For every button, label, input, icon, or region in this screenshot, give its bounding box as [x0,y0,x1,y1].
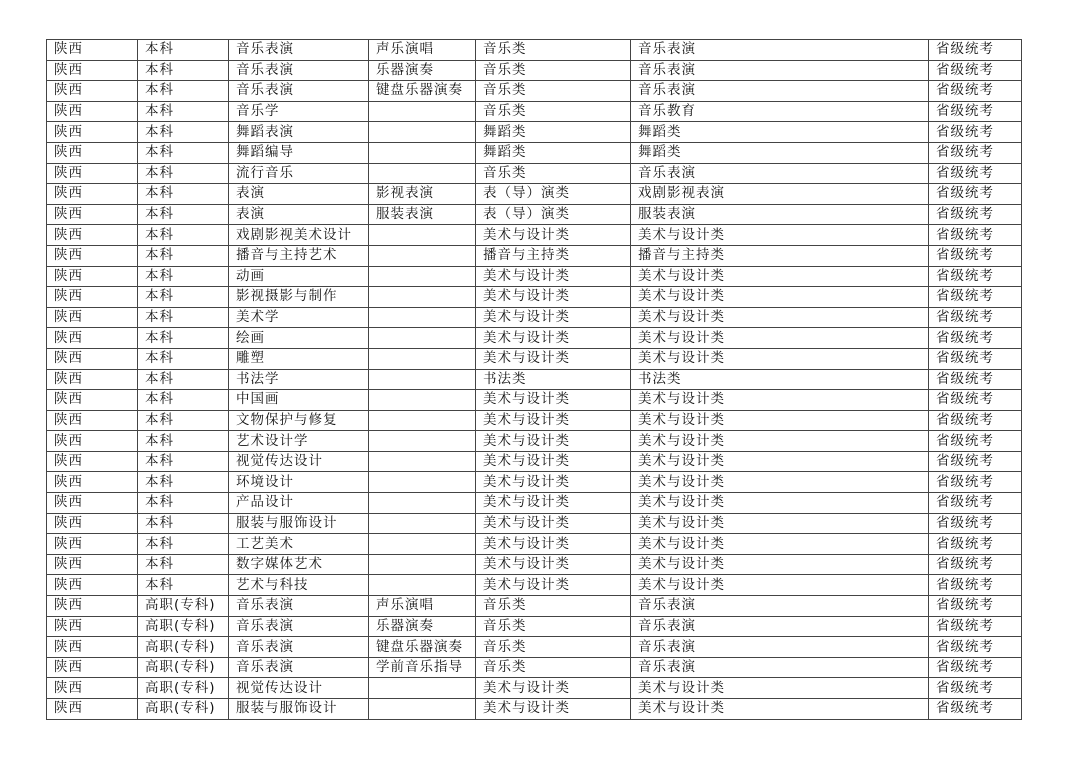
exam-category-cell: 音乐类 [476,163,631,184]
major-cell: 音乐表演 [229,657,369,678]
subject-cell: 美术与设计类 [631,451,929,472]
table-row [47,245,1022,266]
direction-cell [369,266,476,287]
direction-cell [369,101,476,122]
level-cell: 本科 [138,60,229,81]
level-cell: 高职(专科) [138,678,229,699]
exam-type-cell: 省级统考 [929,369,1022,390]
major-cell: 书法学 [229,369,369,390]
direction-cell [369,699,476,720]
major-cell: 艺术与科技 [229,575,369,596]
exam-category-cell: 音乐类 [476,596,631,617]
table-row [47,225,1022,246]
exam-category-cell: 音乐类 [476,616,631,637]
major-cell: 数字媒体艺术 [229,554,369,575]
subject-cell: 音乐表演 [631,163,929,184]
direction-cell [369,245,476,266]
major-cell: 动画 [229,266,369,287]
exam-category-cell: 音乐类 [476,60,631,81]
direction-cell: 影视表演 [369,184,476,205]
direction-cell [369,348,476,369]
table-row [47,81,1022,102]
exam-type-cell: 省级统考 [929,163,1022,184]
province-cell: 陕西 [47,348,138,369]
exam-category-cell: 美术与设计类 [476,307,631,328]
major-cell: 戏剧影视美术设计 [229,225,369,246]
province-cell: 陕西 [47,204,138,225]
major-cell: 音乐表演 [229,596,369,617]
direction-cell [369,554,476,575]
exam-type-cell: 省级统考 [929,184,1022,205]
province-cell: 陕西 [47,637,138,658]
subject-cell: 音乐表演 [631,616,929,637]
exam-category-cell: 美术与设计类 [476,266,631,287]
major-cell: 服装与服饰设计 [229,699,369,720]
province-cell: 陕西 [47,616,138,637]
exam-type-cell: 省级统考 [929,575,1022,596]
exam-category-cell: 美术与设计类 [476,513,631,534]
province-cell: 陕西 [47,287,138,308]
province-cell: 陕西 [47,678,138,699]
level-cell: 本科 [138,369,229,390]
major-cell: 影视摄影与制作 [229,287,369,308]
exam-type-cell: 省级统考 [929,101,1022,122]
level-cell: 本科 [138,307,229,328]
exam-category-cell: 美术与设计类 [476,699,631,720]
table-row [47,451,1022,472]
exam-category-cell: 舞蹈类 [476,122,631,143]
level-cell: 高职(专科) [138,699,229,720]
exam-category-cell: 书法类 [476,369,631,390]
table-row [47,657,1022,678]
table-body [47,40,1022,720]
major-cell: 舞蹈表演 [229,122,369,143]
major-cell: 音乐表演 [229,60,369,81]
level-cell: 本科 [138,575,229,596]
direction-cell [369,575,476,596]
exam-type-cell: 省级统考 [929,596,1022,617]
subject-cell: 美术与设计类 [631,554,929,575]
level-cell: 本科 [138,431,229,452]
art-exam-table [46,39,1022,720]
exam-type-cell: 省级统考 [929,493,1022,514]
level-cell: 本科 [138,122,229,143]
table-row [47,40,1022,61]
exam-type-cell: 省级统考 [929,616,1022,637]
exam-category-cell: 美术与设计类 [476,493,631,514]
major-cell: 视觉传达设计 [229,678,369,699]
table-row [47,575,1022,596]
major-cell: 工艺美术 [229,534,369,555]
major-cell: 表演 [229,204,369,225]
major-cell: 音乐表演 [229,616,369,637]
direction-cell [369,493,476,514]
major-cell: 音乐表演 [229,40,369,61]
table-row [47,699,1022,720]
exam-type-cell: 省级统考 [929,81,1022,102]
province-cell: 陕西 [47,554,138,575]
major-cell: 雕塑 [229,348,369,369]
exam-type-cell: 省级统考 [929,554,1022,575]
subject-cell: 美术与设计类 [631,678,929,699]
subject-cell: 音乐表演 [631,81,929,102]
direction-cell [369,513,476,534]
direction-cell [369,410,476,431]
exam-type-cell: 省级统考 [929,534,1022,555]
exam-type-cell: 省级统考 [929,390,1022,411]
subject-cell: 美术与设计类 [631,287,929,308]
direction-cell: 乐器演奏 [369,616,476,637]
subject-cell: 美术与设计类 [631,225,929,246]
table-row [47,493,1022,514]
major-cell: 音乐表演 [229,637,369,658]
subject-cell: 舞蹈类 [631,142,929,163]
exam-type-cell: 省级统考 [929,513,1022,534]
subject-cell: 美术与设计类 [631,575,929,596]
major-cell: 音乐表演 [229,81,369,102]
province-cell: 陕西 [47,60,138,81]
level-cell: 本科 [138,184,229,205]
exam-category-cell: 舞蹈类 [476,142,631,163]
level-cell: 本科 [138,390,229,411]
exam-type-cell: 省级统考 [929,40,1022,61]
subject-cell: 美术与设计类 [631,513,929,534]
level-cell: 高职(专科) [138,616,229,637]
major-cell: 视觉传达设计 [229,451,369,472]
table-row [47,369,1022,390]
exam-type-cell: 省级统考 [929,204,1022,225]
direction-cell: 键盘乐器演奏 [369,81,476,102]
province-cell: 陕西 [47,40,138,61]
table-row [47,101,1022,122]
province-cell: 陕西 [47,142,138,163]
table-row [47,142,1022,163]
exam-category-cell: 美术与设计类 [476,575,631,596]
subject-cell: 美术与设计类 [631,390,929,411]
exam-category-cell: 美术与设计类 [476,410,631,431]
subject-cell: 音乐表演 [631,657,929,678]
direction-cell [369,534,476,555]
subject-cell: 音乐表演 [631,596,929,617]
exam-category-cell: 美术与设计类 [476,431,631,452]
table-row [47,122,1022,143]
province-cell: 陕西 [47,699,138,720]
subject-cell: 舞蹈类 [631,122,929,143]
province-cell: 陕西 [47,245,138,266]
province-cell: 陕西 [47,328,138,349]
subject-cell: 音乐教育 [631,101,929,122]
table-row [47,410,1022,431]
subject-cell: 美术与设计类 [631,431,929,452]
subject-cell: 音乐表演 [631,40,929,61]
major-cell: 产品设计 [229,493,369,514]
level-cell: 本科 [138,472,229,493]
level-cell: 高职(专科) [138,657,229,678]
exam-type-cell: 省级统考 [929,122,1022,143]
exam-type-cell: 省级统考 [929,699,1022,720]
province-cell: 陕西 [47,472,138,493]
subject-cell: 播音与主持类 [631,245,929,266]
province-cell: 陕西 [47,390,138,411]
major-cell: 播音与主持艺术 [229,245,369,266]
level-cell: 高职(专科) [138,637,229,658]
direction-cell [369,451,476,472]
level-cell: 本科 [138,534,229,555]
exam-type-cell: 省级统考 [929,307,1022,328]
exam-category-cell: 播音与主持类 [476,245,631,266]
direction-cell: 学前音乐指导 [369,657,476,678]
province-cell: 陕西 [47,575,138,596]
table-row [47,616,1022,637]
exam-category-cell: 音乐类 [476,101,631,122]
subject-cell: 美术与设计类 [631,410,929,431]
subject-cell: 戏剧影视表演 [631,184,929,205]
exam-type-cell: 省级统考 [929,472,1022,493]
exam-type-cell: 省级统考 [929,637,1022,658]
table-row [47,637,1022,658]
level-cell: 本科 [138,493,229,514]
level-cell: 本科 [138,513,229,534]
direction-cell [369,328,476,349]
level-cell: 本科 [138,101,229,122]
major-cell: 美术学 [229,307,369,328]
exam-type-cell: 省级统考 [929,225,1022,246]
province-cell: 陕西 [47,431,138,452]
direction-cell [369,307,476,328]
major-cell: 艺术设计学 [229,431,369,452]
exam-type-cell: 省级统考 [929,451,1022,472]
province-cell: 陕西 [47,493,138,514]
direction-cell: 声乐演唱 [369,596,476,617]
exam-category-cell: 美术与设计类 [476,328,631,349]
province-cell: 陕西 [47,657,138,678]
level-cell: 本科 [138,328,229,349]
exam-category-cell: 表（导）演类 [476,204,631,225]
table-row [47,307,1022,328]
level-cell: 高职(专科) [138,596,229,617]
exam-category-cell: 美术与设计类 [476,554,631,575]
table-row [47,534,1022,555]
table-row [47,596,1022,617]
direction-cell [369,225,476,246]
direction-cell [369,122,476,143]
table-row [47,472,1022,493]
province-cell: 陕西 [47,184,138,205]
exam-category-cell: 美术与设计类 [476,348,631,369]
table-row [47,678,1022,699]
direction-cell [369,678,476,699]
major-cell: 流行音乐 [229,163,369,184]
level-cell: 本科 [138,225,229,246]
level-cell: 本科 [138,266,229,287]
direction-cell [369,142,476,163]
exam-type-cell: 省级统考 [929,657,1022,678]
exam-type-cell: 省级统考 [929,348,1022,369]
major-cell: 文物保护与修复 [229,410,369,431]
direction-cell [369,287,476,308]
subject-cell: 美术与设计类 [631,307,929,328]
table-row [47,513,1022,534]
province-cell: 陕西 [47,81,138,102]
level-cell: 本科 [138,410,229,431]
exam-type-cell: 省级统考 [929,410,1022,431]
subject-cell: 书法类 [631,369,929,390]
table-row [47,184,1022,205]
exam-category-cell: 音乐类 [476,40,631,61]
exam-type-cell: 省级统考 [929,142,1022,163]
table-row [47,431,1022,452]
exam-type-cell: 省级统考 [929,287,1022,308]
subject-cell: 美术与设计类 [631,472,929,493]
table-row [47,204,1022,225]
subject-cell: 美术与设计类 [631,328,929,349]
direction-cell [369,369,476,390]
exam-category-cell: 音乐类 [476,637,631,658]
direction-cell [369,472,476,493]
exam-type-cell: 省级统考 [929,678,1022,699]
subject-cell: 服装表演 [631,204,929,225]
province-cell: 陕西 [47,451,138,472]
major-cell: 音乐学 [229,101,369,122]
direction-cell [369,431,476,452]
province-cell: 陕西 [47,534,138,555]
major-cell: 环境设计 [229,472,369,493]
province-cell: 陕西 [47,307,138,328]
province-cell: 陕西 [47,596,138,617]
direction-cell: 乐器演奏 [369,60,476,81]
subject-cell: 美术与设计类 [631,493,929,514]
level-cell: 本科 [138,287,229,308]
level-cell: 本科 [138,142,229,163]
major-cell: 绘画 [229,328,369,349]
level-cell: 本科 [138,451,229,472]
level-cell: 本科 [138,204,229,225]
direction-cell [369,390,476,411]
table-row [47,328,1022,349]
exam-category-cell: 美术与设计类 [476,472,631,493]
level-cell: 本科 [138,40,229,61]
table-row [47,60,1022,81]
level-cell: 本科 [138,554,229,575]
exam-category-cell: 音乐类 [476,657,631,678]
exam-type-cell: 省级统考 [929,328,1022,349]
subject-cell: 美术与设计类 [631,534,929,555]
direction-cell [369,163,476,184]
major-cell: 服装与服饰设计 [229,513,369,534]
exam-category-cell: 美术与设计类 [476,287,631,308]
table-row [47,287,1022,308]
level-cell: 本科 [138,81,229,102]
province-cell: 陕西 [47,163,138,184]
table-row [47,390,1022,411]
province-cell: 陕西 [47,122,138,143]
exam-category-cell: 音乐类 [476,81,631,102]
exam-category-cell: 表（导）演类 [476,184,631,205]
subject-cell: 音乐表演 [631,60,929,81]
major-cell: 舞蹈编导 [229,142,369,163]
province-cell: 陕西 [47,225,138,246]
exam-type-cell: 省级统考 [929,245,1022,266]
exam-type-cell: 省级统考 [929,60,1022,81]
major-cell: 表演 [229,184,369,205]
province-cell: 陕西 [47,369,138,390]
level-cell: 本科 [138,163,229,184]
province-cell: 陕西 [47,101,138,122]
subject-cell: 美术与设计类 [631,699,929,720]
province-cell: 陕西 [47,410,138,431]
exam-category-cell: 美术与设计类 [476,390,631,411]
table-row [47,266,1022,287]
subject-cell: 音乐表演 [631,637,929,658]
table-row [47,163,1022,184]
table-row [47,348,1022,369]
exam-type-cell: 省级统考 [929,266,1022,287]
subject-cell: 美术与设计类 [631,348,929,369]
subject-cell: 美术与设计类 [631,266,929,287]
level-cell: 本科 [138,348,229,369]
province-cell: 陕西 [47,266,138,287]
direction-cell: 键盘乐器演奏 [369,637,476,658]
direction-cell: 声乐演唱 [369,40,476,61]
exam-type-cell: 省级统考 [929,431,1022,452]
exam-category-cell: 美术与设计类 [476,534,631,555]
province-cell: 陕西 [47,513,138,534]
exam-category-cell: 美术与设计类 [476,678,631,699]
exam-category-cell: 美术与设计类 [476,451,631,472]
table-row [47,554,1022,575]
major-cell: 中国画 [229,390,369,411]
level-cell: 本科 [138,245,229,266]
direction-cell: 服装表演 [369,204,476,225]
exam-category-cell: 美术与设计类 [476,225,631,246]
